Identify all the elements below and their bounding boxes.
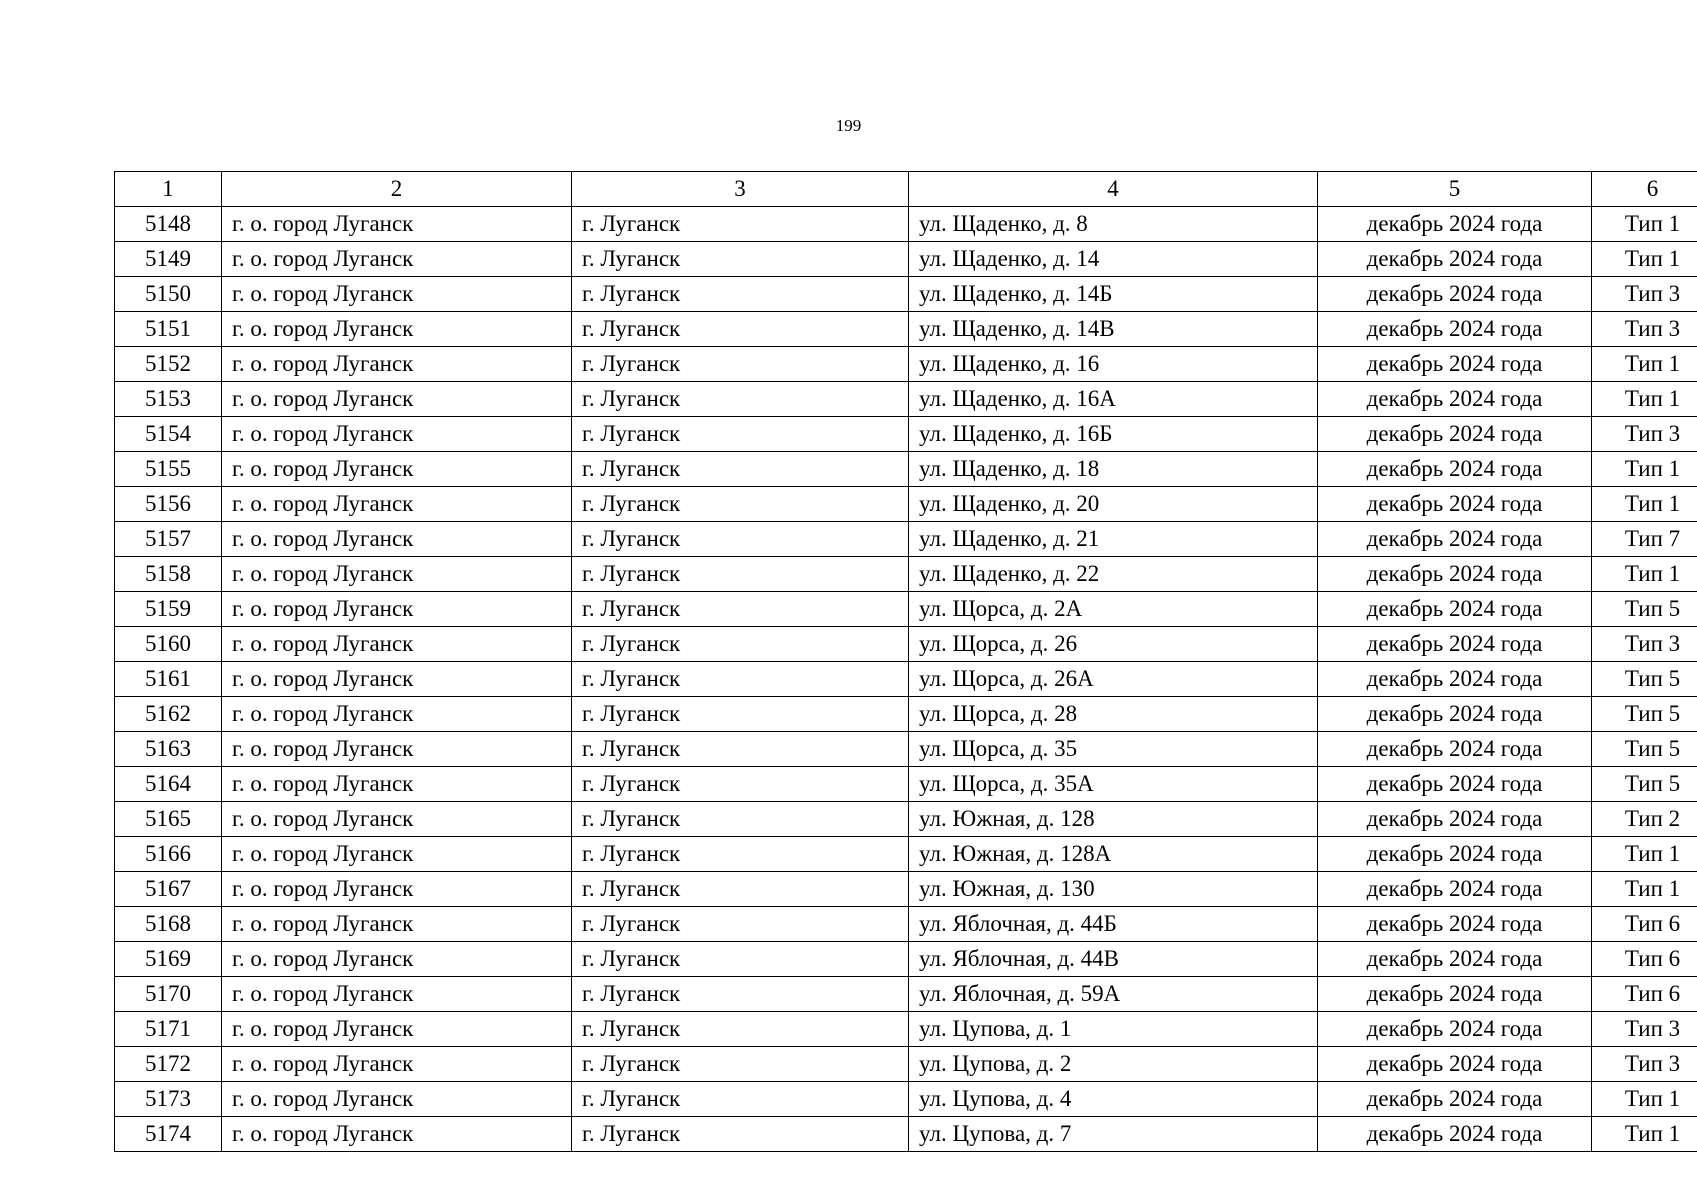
type-cell: Тип 7 — [1592, 522, 1697, 557]
table-row — [115, 452, 1697, 487]
table-row — [115, 977, 1697, 1012]
table-row — [115, 522, 1697, 557]
address-cell: ул. Щорса, д. 2А — [909, 592, 1318, 627]
locality-cell: г. Луганск — [572, 942, 909, 977]
period-cell: декабрь 2024 года — [1318, 1047, 1592, 1082]
table-row — [115, 662, 1697, 697]
period-cell: декабрь 2024 года — [1318, 557, 1592, 592]
column-header-1: 1 — [115, 172, 222, 207]
row-number-cell: 5168 — [115, 907, 222, 942]
type-cell: Тип 1 — [1592, 207, 1697, 242]
period-cell: декабрь 2024 года — [1318, 697, 1592, 732]
district-cell: г. о. город Луганск — [222, 627, 572, 662]
district-cell: г. о. город Луганск — [222, 557, 572, 592]
column-header-5: 5 — [1318, 172, 1592, 207]
address-cell: ул. Щорса, д. 35А — [909, 767, 1318, 802]
row-number-cell: 5155 — [115, 452, 222, 487]
table-row — [115, 627, 1697, 662]
address-cell: ул. Щаденко, д. 16Б — [909, 417, 1318, 452]
row-number-cell: 5165 — [115, 802, 222, 837]
type-cell: Тип 1 — [1592, 1082, 1697, 1117]
address-cell: ул. Щорса, д. 28 — [909, 697, 1318, 732]
row-number-cell: 5163 — [115, 732, 222, 767]
address-cell: ул. Южная, д. 128А — [909, 837, 1318, 872]
locality-cell: г. Луганск — [572, 312, 909, 347]
column-header-4: 4 — [909, 172, 1318, 207]
locality-cell: г. Луганск — [572, 1082, 909, 1117]
type-cell: Тип 1 — [1592, 872, 1697, 907]
address-cell: ул. Щаденко, д. 8 — [909, 207, 1318, 242]
locality-cell: г. Луганск — [572, 872, 909, 907]
table-row — [115, 417, 1697, 452]
type-cell: Тип 6 — [1592, 977, 1697, 1012]
row-number-cell: 5153 — [115, 382, 222, 417]
type-cell: Тип 1 — [1592, 452, 1697, 487]
table-row — [115, 907, 1697, 942]
period-cell: декабрь 2024 года — [1318, 907, 1592, 942]
table-row — [115, 767, 1697, 802]
locality-cell: г. Луганск — [572, 907, 909, 942]
district-cell: г. о. город Луганск — [222, 312, 572, 347]
row-number-cell: 5154 — [115, 417, 222, 452]
period-cell: декабрь 2024 года — [1318, 592, 1592, 627]
locality-cell: г. Луганск — [572, 662, 909, 697]
period-cell: декабрь 2024 года — [1318, 1012, 1592, 1047]
row-number-cell: 5152 — [115, 347, 222, 382]
district-cell: г. о. город Луганск — [222, 942, 572, 977]
locality-cell: г. Луганск — [572, 522, 909, 557]
row-number-cell: 5150 — [115, 277, 222, 312]
district-cell: г. о. город Луганск — [222, 382, 572, 417]
period-cell: декабрь 2024 года — [1318, 242, 1592, 277]
type-cell: Тип 5 — [1592, 697, 1697, 732]
district-cell: г. о. город Луганск — [222, 592, 572, 627]
district-cell: г. о. город Луганск — [222, 837, 572, 872]
row-number-cell: 5160 — [115, 627, 222, 662]
table-body — [115, 207, 1697, 1152]
column-header-3: 3 — [572, 172, 909, 207]
address-cell: ул. Щаденко, д. 18 — [909, 452, 1318, 487]
address-cell: ул. Цупова, д. 4 — [909, 1082, 1318, 1117]
type-cell: Тип 1 — [1592, 382, 1697, 417]
type-cell: Тип 5 — [1592, 662, 1697, 697]
table-row — [115, 207, 1697, 242]
address-cell: ул. Яблочная, д. 59А — [909, 977, 1318, 1012]
type-cell: Тип 6 — [1592, 942, 1697, 977]
district-cell: г. о. город Луганск — [222, 277, 572, 312]
address-cell: ул. Щорса, д. 26А — [909, 662, 1318, 697]
type-cell: Тип 5 — [1592, 767, 1697, 802]
row-number-cell: 5157 — [115, 522, 222, 557]
type-cell: Тип 3 — [1592, 312, 1697, 347]
row-number-cell: 5149 — [115, 242, 222, 277]
address-cell: ул. Щаденко, д. 20 — [909, 487, 1318, 522]
period-cell: декабрь 2024 года — [1318, 487, 1592, 522]
type-cell: Тип 3 — [1592, 417, 1697, 452]
district-cell: г. о. город Луганск — [222, 242, 572, 277]
district-cell: г. о. город Луганск — [222, 732, 572, 767]
table-row — [115, 487, 1697, 522]
locality-cell: г. Луганск — [572, 487, 909, 522]
address-cell: ул. Яблочная, д. 44Б — [909, 907, 1318, 942]
table-header — [115, 172, 1697, 207]
type-cell: Тип 1 — [1592, 837, 1697, 872]
locality-cell: г. Луганск — [572, 592, 909, 627]
locality-cell: г. Луганск — [572, 242, 909, 277]
row-number-cell: 5171 — [115, 1012, 222, 1047]
table-row — [115, 592, 1697, 627]
address-cell: ул. Южная, д. 128 — [909, 802, 1318, 837]
district-cell: г. о. город Луганск — [222, 697, 572, 732]
type-cell: Тип 5 — [1592, 592, 1697, 627]
table-row — [115, 872, 1697, 907]
period-cell: декабрь 2024 года — [1318, 872, 1592, 907]
table-row — [115, 732, 1697, 767]
header-row — [115, 172, 1697, 207]
locality-cell: г. Луганск — [572, 417, 909, 452]
row-number-cell: 5156 — [115, 487, 222, 522]
locality-cell: г. Луганск — [572, 1012, 909, 1047]
locality-cell: г. Луганск — [572, 837, 909, 872]
type-cell: Тип 3 — [1592, 277, 1697, 312]
period-cell: декабрь 2024 года — [1318, 277, 1592, 312]
row-number-cell: 5151 — [115, 312, 222, 347]
type-cell: Тип 1 — [1592, 557, 1697, 592]
period-cell: декабрь 2024 года — [1318, 452, 1592, 487]
period-cell: декабрь 2024 года — [1318, 767, 1592, 802]
locality-cell: г. Луганск — [572, 1117, 909, 1152]
type-cell: Тип 1 — [1592, 242, 1697, 277]
table-row — [115, 1082, 1697, 1117]
registry-table — [114, 171, 1697, 1152]
table-row — [115, 242, 1697, 277]
row-number-cell: 5170 — [115, 977, 222, 1012]
locality-cell: г. Луганск — [572, 802, 909, 837]
locality-cell: г. Луганск — [572, 732, 909, 767]
locality-cell: г. Луганск — [572, 767, 909, 802]
table-row — [115, 1117, 1697, 1152]
period-cell: декабрь 2024 года — [1318, 732, 1592, 767]
row-number-cell: 5159 — [115, 592, 222, 627]
row-number-cell: 5166 — [115, 837, 222, 872]
column-header-6: 6 — [1592, 172, 1697, 207]
locality-cell: г. Луганск — [572, 452, 909, 487]
district-cell: г. о. город Луганск — [222, 802, 572, 837]
address-cell: ул. Щорса, д. 35 — [909, 732, 1318, 767]
period-cell: декабрь 2024 года — [1318, 347, 1592, 382]
period-cell: декабрь 2024 года — [1318, 837, 1592, 872]
row-number-cell: 5169 — [115, 942, 222, 977]
address-cell: ул. Щаденко, д. 14 — [909, 242, 1318, 277]
table-row — [115, 802, 1697, 837]
type-cell: Тип 3 — [1592, 1047, 1697, 1082]
type-cell: Тип 2 — [1592, 802, 1697, 837]
period-cell: декабрь 2024 года — [1318, 417, 1592, 452]
type-cell: Тип 3 — [1592, 627, 1697, 662]
district-cell: г. о. город Луганск — [222, 452, 572, 487]
locality-cell: г. Луганск — [572, 557, 909, 592]
address-cell: ул. Щорса, д. 26 — [909, 627, 1318, 662]
period-cell: декабрь 2024 года — [1318, 662, 1592, 697]
table-row — [115, 312, 1697, 347]
table-row — [115, 697, 1697, 732]
period-cell: декабрь 2024 года — [1318, 942, 1592, 977]
district-cell: г. о. город Луганск — [222, 1012, 572, 1047]
period-cell: декабрь 2024 года — [1318, 1117, 1592, 1152]
table-row — [115, 942, 1697, 977]
locality-cell: г. Луганск — [572, 207, 909, 242]
locality-cell: г. Луганск — [572, 277, 909, 312]
table-row — [115, 1047, 1697, 1082]
district-cell: г. о. город Луганск — [222, 767, 572, 802]
row-number-cell: 5172 — [115, 1047, 222, 1082]
table-row — [115, 277, 1697, 312]
row-number-cell: 5148 — [115, 207, 222, 242]
row-number-cell: 5164 — [115, 767, 222, 802]
address-cell: ул. Цупова, д. 7 — [909, 1117, 1318, 1152]
period-cell: декабрь 2024 года — [1318, 312, 1592, 347]
row-number-cell: 5162 — [115, 697, 222, 732]
locality-cell: г. Луганск — [572, 627, 909, 662]
row-number-cell: 5158 — [115, 557, 222, 592]
table-row — [115, 347, 1697, 382]
period-cell: декабрь 2024 года — [1318, 382, 1592, 417]
address-cell: ул. Щаденко, д. 16 — [909, 347, 1318, 382]
type-cell: Тип 1 — [1592, 487, 1697, 522]
type-cell: Тип 3 — [1592, 1012, 1697, 1047]
address-cell: ул. Цупова, д. 1 — [909, 1012, 1318, 1047]
period-cell: декабрь 2024 года — [1318, 627, 1592, 662]
locality-cell: г. Луганск — [572, 1047, 909, 1082]
row-number-cell: 5174 — [115, 1117, 222, 1152]
address-cell: ул. Яблочная, д. 44В — [909, 942, 1318, 977]
district-cell: г. о. город Луганск — [222, 207, 572, 242]
district-cell: г. о. город Луганск — [222, 1117, 572, 1152]
address-cell: ул. Щаденко, д. 16А — [909, 382, 1318, 417]
address-cell: ул. Щаденко, д. 22 — [909, 557, 1318, 592]
type-cell: Тип 6 — [1592, 907, 1697, 942]
locality-cell: г. Луганск — [572, 697, 909, 732]
period-cell: декабрь 2024 года — [1318, 207, 1592, 242]
row-number-cell: 5167 — [115, 872, 222, 907]
table-row — [115, 557, 1697, 592]
period-cell: декабрь 2024 года — [1318, 1082, 1592, 1117]
locality-cell: г. Луганск — [572, 382, 909, 417]
table-row — [115, 1012, 1697, 1047]
district-cell: г. о. город Луганск — [222, 487, 572, 522]
row-number-cell: 5173 — [115, 1082, 222, 1117]
row-number-cell: 5161 — [115, 662, 222, 697]
locality-cell: г. Луганск — [572, 347, 909, 382]
district-cell: г. о. город Луганск — [222, 977, 572, 1012]
address-cell: ул. Щаденко, д. 14Б — [909, 277, 1318, 312]
district-cell: г. о. город Луганск — [222, 872, 572, 907]
page-number: 199 — [835, 116, 862, 135]
district-cell: г. о. город Луганск — [222, 907, 572, 942]
type-cell: Тип 1 — [1592, 347, 1697, 382]
period-cell: декабрь 2024 года — [1318, 977, 1592, 1012]
locality-cell: г. Луганск — [572, 977, 909, 1012]
address-cell: ул. Щаденко, д. 21 — [909, 522, 1318, 557]
column-header-2: 2 — [222, 172, 572, 207]
district-cell: г. о. город Луганск — [222, 417, 572, 452]
district-cell: г. о. город Луганск — [222, 662, 572, 697]
type-cell: Тип 5 — [1592, 732, 1697, 767]
address-cell: ул. Цупова, д. 2 — [909, 1047, 1318, 1082]
type-cell: Тип 1 — [1592, 1117, 1697, 1152]
address-cell: ул. Щаденко, д. 14В — [909, 312, 1318, 347]
address-cell: ул. Южная, д. 130 — [909, 872, 1318, 907]
district-cell: г. о. город Луганск — [222, 347, 572, 382]
period-cell: декабрь 2024 года — [1318, 802, 1592, 837]
table-row — [115, 382, 1697, 417]
district-cell: г. о. город Луганск — [222, 1047, 572, 1082]
district-cell: г. о. город Луганск — [222, 522, 572, 557]
period-cell: декабрь 2024 года — [1318, 522, 1592, 557]
district-cell: г. о. город Луганск — [222, 1082, 572, 1117]
table-row — [115, 837, 1697, 872]
